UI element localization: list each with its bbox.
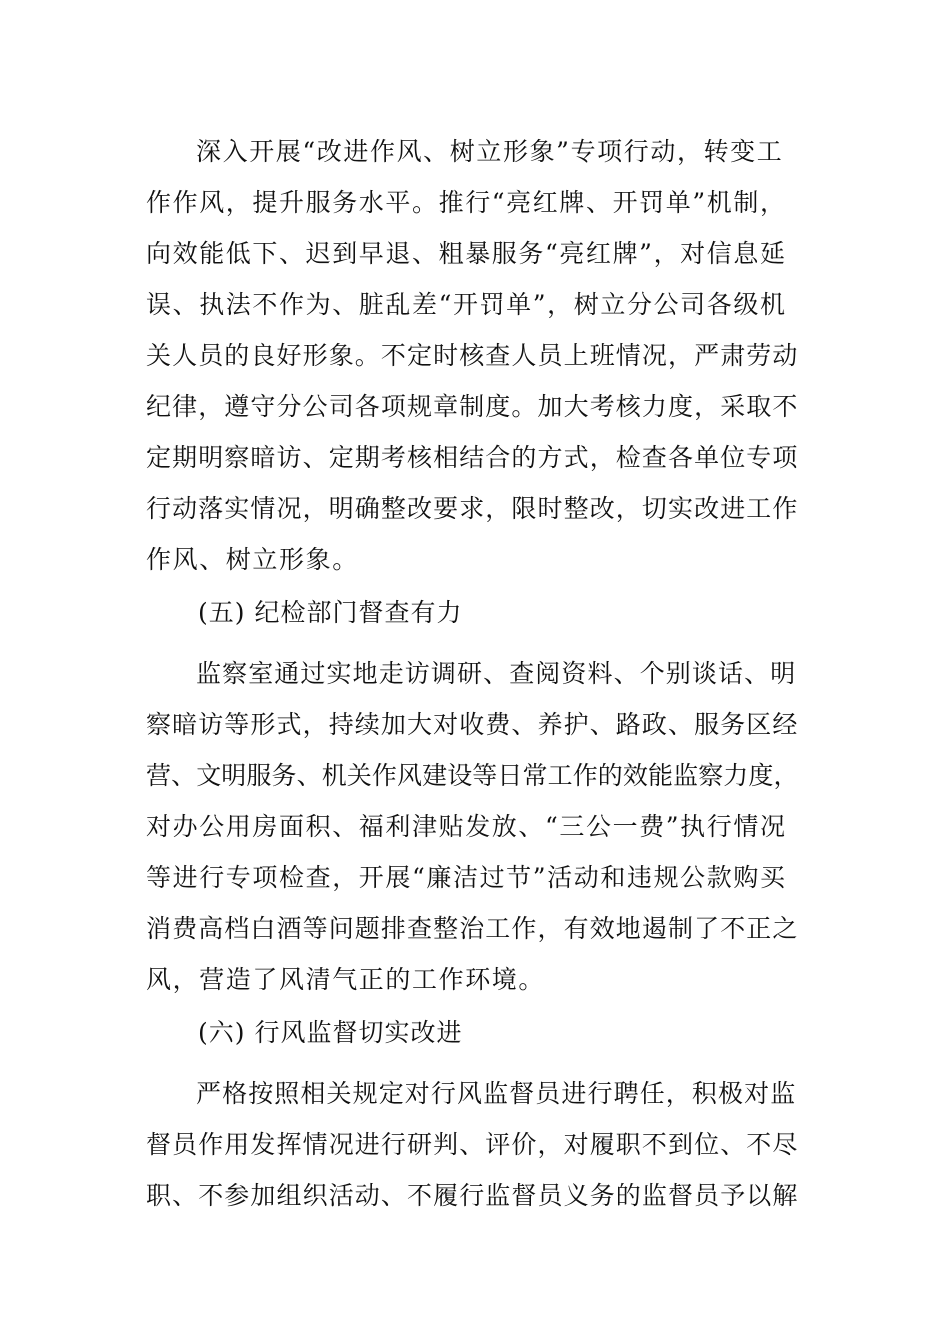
paragraph-line: 纪律，遵守分公司各项规章制度。加大考核力度，采取不 xyxy=(146,392,799,421)
paragraph-line: 作作风，提升服务水平。推行“亮红牌、开罚单”机制， xyxy=(146,188,787,217)
paragraph-line: 向效能低下、迟到早退、粗暴服务“亮红牌”，对信息延 xyxy=(146,239,787,268)
paragraph-line: 行动落实情况，明确整改要求，限时整改，切实改进工作 xyxy=(146,494,799,523)
section-heading: (五) 纪检部门督查有力 xyxy=(198,598,463,627)
paragraph-line: 对办公用房面积、福利津贴发放、“三公一费”执行情况 xyxy=(146,812,787,841)
paragraph-line: 误、执法不作为、脏乱差“开罚单”，树立分公司各级机 xyxy=(146,290,787,319)
paragraph-line: 监察室通过实地走访调研、查阅资料、个别谈话、明 xyxy=(196,659,797,688)
paragraph-line: 消费高档白酒等问题排查整治工作，有效地遏制了不正之 xyxy=(146,914,799,943)
paragraph-line: 深入开展“改进作风、树立形象”专项行动，转变工 xyxy=(196,137,784,166)
paragraph-line: 定期明察暗访、定期考核相结合的方式，检查各单位专项 xyxy=(146,443,799,472)
section-heading: (六) 行风监督切实改进 xyxy=(198,1018,463,1047)
paragraph-line: 督员作用发挥情况进行研判、评价，对履职不到位、不尽 xyxy=(146,1130,799,1159)
paragraph-line: 作风、树立形象。 xyxy=(146,545,359,574)
paragraph-line: 严格按照相关规定对行风监督员进行聘任，积极对监 xyxy=(196,1079,797,1108)
paragraph-line: 关人员的良好形象。不定时核查人员上班情况，严肃劳动 xyxy=(146,341,799,370)
paragraph-line: 风，营造了风清气正的工作环境。 xyxy=(146,965,546,994)
paragraph-line: 等进行专项检查，开展“廉洁过节”活动和违规公款购买 xyxy=(146,863,787,892)
paragraph-line: 营、文明服务、机关作风建设等日常工作的效能监察力度， xyxy=(146,761,799,790)
paragraph-line: 察暗访等形式，持续加大对收费、养护、路政、服务区经 xyxy=(146,710,799,739)
paragraph-line: 职、不参加组织活动、不履行监督员义务的监督员予以解 xyxy=(146,1181,799,1210)
